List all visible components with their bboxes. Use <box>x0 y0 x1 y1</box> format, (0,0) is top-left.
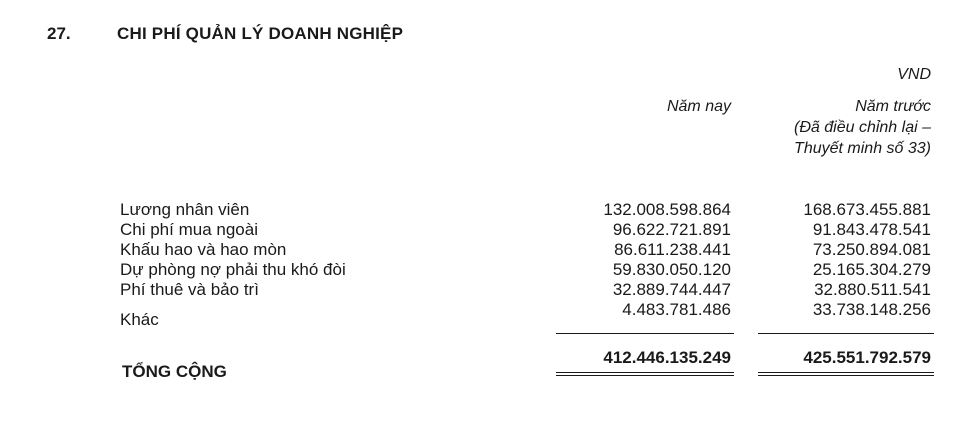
table-row <box>0 280 975 300</box>
column-header-prior-year <box>741 96 931 159</box>
table-row <box>0 300 975 330</box>
total-double-rule-prior-top <box>758 372 934 373</box>
subtotal-rule-current <box>556 333 734 334</box>
section-number: 27. <box>47 24 71 43</box>
row-label: Chi phí mua ngoài <box>120 220 258 239</box>
row-label: Lương nhân viên <box>120 200 250 219</box>
row-current-value: 96.622.721.891 <box>612 220 731 239</box>
column-header-prior-line-2: (Đã điều chỉnh lại – <box>794 119 931 136</box>
section-title: CHI PHÍ QUẢN LÝ DOANH NGHIỆP <box>117 24 404 43</box>
column-header-current-year: Năm nay <box>666 98 731 115</box>
row-label: Khấu hao và hao mòn <box>120 240 287 259</box>
total-double-rule-current-bottom <box>556 375 734 376</box>
row-current-value: 4.483.781.486 <box>622 300 731 319</box>
row-current-value: 86.611.238.441 <box>614 240 731 259</box>
row-prior-value: 25.165.304.279 <box>812 260 931 279</box>
row-prior-value: 33.738.148.256 <box>812 300 931 319</box>
table-row <box>0 200 975 220</box>
row-label: Dự phòng nợ phải thu khó đòi <box>120 260 346 279</box>
currency-unit: VND <box>897 66 931 83</box>
row-prior-value: 32.880.511.541 <box>814 280 931 299</box>
total-double-rule-current-top <box>556 372 734 373</box>
column-header-prior-line-1: Năm trước <box>855 98 931 115</box>
row-prior-value: 91.843.478.541 <box>812 220 931 239</box>
row-prior-value: 73.250.894.081 <box>812 240 931 259</box>
total-label: TỔNG CỘNG <box>122 362 227 381</box>
row-current-value: 59.830.050.120 <box>612 260 731 279</box>
total-prior-value: 425.551.792.579 <box>803 348 931 367</box>
column-header-prior-line-3: Thuyết minh số 33) <box>794 140 931 157</box>
table-row <box>0 220 975 240</box>
subtotal-rule-prior <box>758 333 934 334</box>
row-current-value: 132.008.598.864 <box>603 200 731 219</box>
total-double-rule-prior-bottom <box>758 375 934 376</box>
row-label: Phí thuê và bảo trì <box>120 280 259 299</box>
row-label: Khác <box>120 310 159 329</box>
row-current-value: 32.889.744.447 <box>612 280 731 299</box>
table-row <box>0 260 975 280</box>
total-current-value: 412.446.135.249 <box>603 348 731 367</box>
row-prior-value: 168.673.455.881 <box>803 200 931 219</box>
table-row <box>0 240 975 260</box>
